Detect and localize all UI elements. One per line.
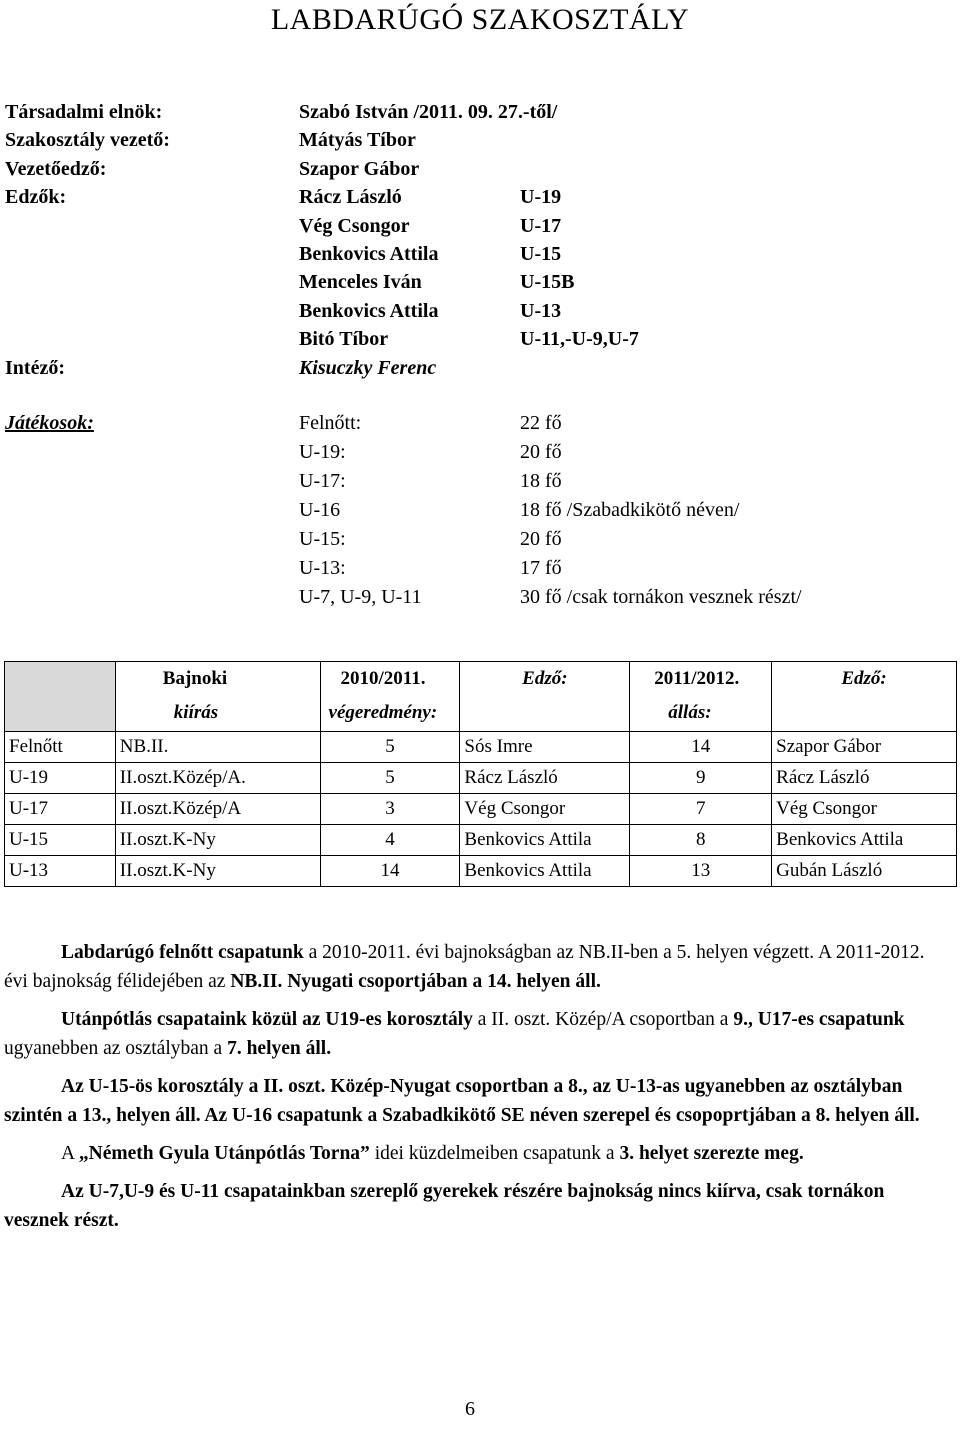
note-paragraph <box>4 938 939 996</box>
cell-team: U-15 <box>5 825 116 856</box>
headcoach-label: Vezetőedző: <box>5 157 107 180</box>
coaches-label: Edzők: <box>5 186 67 209</box>
table-row <box>5 732 957 763</box>
cell-team: U-19 <box>5 763 116 794</box>
president-value: Szabó István /2011. 09. 27.-től/ <box>299 101 558 123</box>
cell-coach-2011: Vég Csongor <box>772 794 957 825</box>
cell-coach-2011: Rácz László <box>772 763 957 794</box>
note-paragraph <box>4 1005 939 1063</box>
cell-standing-2011: 14 <box>630 732 772 763</box>
note-bold: Az U-7,U-9 és U-11 csapatainkban szereplő gyerekek részére bajnokság nincs kiírva, csak tornákon vesznek részt. <box>4 1181 885 1231</box>
players-group: U-13: <box>299 557 346 579</box>
cell-coach-2010: Vég Csongor <box>460 794 630 825</box>
cell-standing-2011: 9 <box>630 763 772 794</box>
players-group: U-19: <box>299 441 346 463</box>
cell-standing-2011: 8 <box>630 825 772 856</box>
coach-team: U-19 <box>520 186 562 209</box>
players-count: 30 fő /csak tornákon vesznek részt/ <box>520 586 802 608</box>
note-text: a II. oszt. Közép/A csoportban a <box>472 1009 734 1030</box>
note-bold: NB.II. Nyugati csoportjában a 14. helyen áll. <box>230 971 601 992</box>
coach-name: Vég Csongor <box>299 214 410 237</box>
cell-standing-2011: 7 <box>630 794 772 825</box>
note-bold: 9., U17-es csapatunk <box>733 1009 905 1030</box>
coach-team: U-17 <box>520 214 562 237</box>
header-result-2010-line2: végeredmény: <box>328 702 438 723</box>
note-paragraph <box>4 1072 939 1130</box>
coach-team: U-15 <box>520 242 562 265</box>
players-group: U-7, U-9, U-11 <box>299 586 422 608</box>
note-text: a 2010-2011. évi bajnokságban az NB.II-ben a 5. helyen végzett. A 2011-2012. évi bajnokság félidejében az <box>4 942 925 992</box>
cell-result-2010: 5 <box>320 763 460 794</box>
page-number: 6 <box>465 1398 475 1420</box>
players-count: 20 fő <box>520 528 562 550</box>
cell-coach-2010: Rácz László <box>460 763 630 794</box>
players-group: Felnőtt: <box>299 412 362 434</box>
players-count: 18 fő /Szabadkikötő néven/ <box>520 499 740 521</box>
note-bold: Labdarúgó felnőtt csapatunk <box>61 942 304 963</box>
header-standing-2011-line2: állás: <box>668 702 712 723</box>
cell-league: II.oszt.Közép/A. <box>115 763 320 794</box>
headcoach-value: Szapor Gábor <box>299 157 420 180</box>
cell-league: NB.II. <box>115 732 320 763</box>
note-bold: 7. helyen áll. <box>227 1038 332 1059</box>
note-bold: Utánpótlás csapataink közül az U19-es korosztály <box>61 1009 473 1030</box>
header-coach-2010: Edző: <box>460 662 630 732</box>
cell-coach-2011: Benkovics Attila <box>772 825 957 856</box>
header-league-line2: kiírás <box>173 702 219 723</box>
header-standing-2011-line1: 2011/2012. <box>654 668 740 689</box>
cell-team: Felnőtt <box>5 732 116 763</box>
results-table <box>4 661 957 887</box>
table-row <box>5 856 957 887</box>
note-bold: 3. helyet szerezte meg. <box>619 1143 804 1164</box>
cell-standing-2011: 13 <box>630 856 772 887</box>
players-group: U-17: <box>299 470 346 492</box>
cell-coach-2010: Benkovics Attila <box>460 856 630 887</box>
header-league <box>115 662 320 732</box>
cell-result-2010: 14 <box>320 856 460 887</box>
note-text: A <box>61 1143 79 1164</box>
note-bold: Az U-15-ös korosztály a II. oszt. Közép-Nyugat csoportban a 8., az U-13-as ugyanebben az osztályban szintén a 13., helyen áll. Az U-16 csapatunk a Szabadkikötő SE néven szerepel és csopoprtjában a 8. helyen áll. <box>4 1076 920 1126</box>
manager-value: Kisuczky Ferenc <box>299 356 437 379</box>
president-label: Társadalmi elnök: <box>5 101 163 123</box>
cell-coach-2011: Szapor Gábor <box>772 732 957 763</box>
cell-coach-2010: Benkovics Attila <box>460 825 630 856</box>
cell-team: U-17 <box>5 794 116 825</box>
notes-section <box>4 938 939 1244</box>
coach-name: Bitó Tíbor <box>299 328 389 351</box>
table-header-row <box>5 662 957 732</box>
header-standing-2011 <box>630 662 772 732</box>
players-label: Játékosok: <box>5 412 94 434</box>
players-group: U-15: <box>299 528 346 550</box>
table-row <box>5 825 957 856</box>
table-row <box>5 794 957 825</box>
coach-team: U-13 <box>520 299 562 322</box>
cell-result-2010: 5 <box>320 732 460 763</box>
header-coach-2011: Edző: <box>772 662 957 732</box>
note-text: ugyanebben az osztályban a <box>4 1038 228 1059</box>
note-paragraph <box>4 1139 939 1168</box>
coach-name: Rácz László <box>299 186 402 209</box>
head-label: Szakosztály vezető: <box>5 129 170 152</box>
manager-label: Intéző: <box>5 356 65 379</box>
table-row <box>5 763 957 794</box>
head-value: Mátyás Tíbor <box>299 129 416 152</box>
cell-result-2010: 3 <box>320 794 460 825</box>
players-count: 22 fő <box>520 412 562 434</box>
cell-league: II.oszt.Közép/A <box>115 794 320 825</box>
players-count: 17 fő <box>520 557 562 579</box>
players-count: 20 fő <box>520 441 562 463</box>
note-text: idei küzdelmeiben csapatunk a <box>369 1143 620 1164</box>
cell-result-2010: 4 <box>320 825 460 856</box>
cell-coach-2011: Gubán László <box>772 856 957 887</box>
coach-team: U-15B <box>520 271 575 294</box>
cell-league: II.oszt.K-Ny <box>115 825 320 856</box>
coach-team: U-11,-U-9,U-7 <box>520 328 639 351</box>
header-league-line1: Bajnoki <box>162 668 228 689</box>
cell-team: U-13 <box>5 856 116 887</box>
coach-name: Benkovics Attila <box>299 242 439 265</box>
coach-name: Menceles Iván <box>299 271 422 294</box>
cell-coach-2010: Sós Imre <box>460 732 630 763</box>
players-group: U-16 <box>299 499 341 521</box>
note-paragraph <box>4 1177 939 1235</box>
page-title: LABDARÚGÓ SZAKOSZTÁLY <box>270 3 690 36</box>
players-count: 18 fő <box>520 470 562 492</box>
cell-league: II.oszt.K-Ny <box>115 856 320 887</box>
header-blank-cell <box>5 662 116 732</box>
coach-name: Benkovics Attila <box>299 299 439 322</box>
header-result-2010-line1: 2010/2011. <box>340 668 426 689</box>
note-bold: „Németh Gyula Utánpótlás Torna” <box>78 1143 370 1164</box>
header-result-2010 <box>320 662 460 732</box>
